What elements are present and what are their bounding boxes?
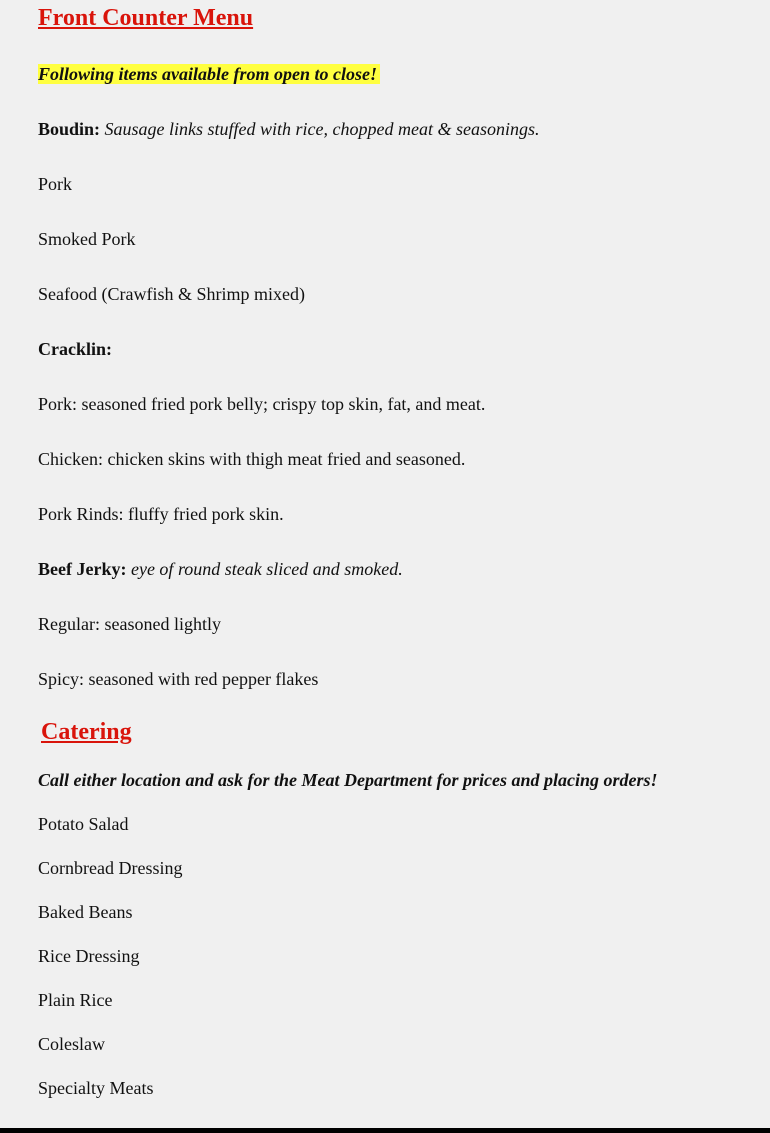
beef-jerky-description: eye of round steak sliced and smoked.: [130, 559, 403, 579]
cracklin-item-pork: Pork: seasoned fried pork belly; crispy top skin, fat, and meat.: [38, 394, 486, 414]
beef-jerky-item-regular: Regular: seasoned lightly: [38, 614, 221, 634]
catering-item-specialty-meats: Specialty Meats: [38, 1078, 154, 1098]
beef-jerky-heading: [38, 558, 403, 580]
beef-jerky-item-spicy: Spicy: seasoned with red pepper flakes: [38, 669, 319, 689]
catering-item-potato-salad: Potato Salad: [38, 814, 129, 834]
catering-item-rice-dressing: Rice Dressing: [38, 946, 140, 966]
availability-note: [38, 63, 380, 85]
catering-item-baked-beans: Baked Beans: [38, 902, 133, 922]
catering-note: Call either location and ask for the Meat Department for prices and placing orders!: [38, 770, 658, 790]
boudin-item-pork: Pork: [38, 174, 73, 194]
front-counter-title: Front Counter Menu: [38, 5, 254, 31]
beef-jerky-label: Beef Jerky:: [38, 559, 127, 579]
boudin-item-seafood: Seafood (Crawfish & Shrimp mixed): [38, 284, 305, 304]
catering-item-coleslaw: Coleslaw: [38, 1034, 105, 1054]
bottom-divider: [0, 1128, 770, 1133]
catering-title: Catering: [41, 719, 132, 745]
cracklin-item-chicken: Chicken: chicken skins with thigh meat fried and seasoned.: [38, 449, 466, 469]
availability-highlight: Following items available from open to close!: [38, 64, 380, 84]
boudin-item-smoked-pork: Smoked Pork: [38, 229, 136, 249]
catering-item-plain-rice: Plain Rice: [38, 990, 113, 1010]
cracklin-label: Cracklin:: [38, 339, 112, 359]
boudin-label: Boudin:: [38, 119, 101, 139]
boudin-heading: [38, 118, 540, 140]
boudin-description: Sausage links stuffed with rice, chopped meat & seasonings.: [104, 119, 540, 139]
catering-item-cornbread-dressing: Cornbread Dressing: [38, 858, 183, 878]
cracklin-item-pork-rinds: Pork Rinds: fluffy fried pork skin.: [38, 504, 284, 524]
